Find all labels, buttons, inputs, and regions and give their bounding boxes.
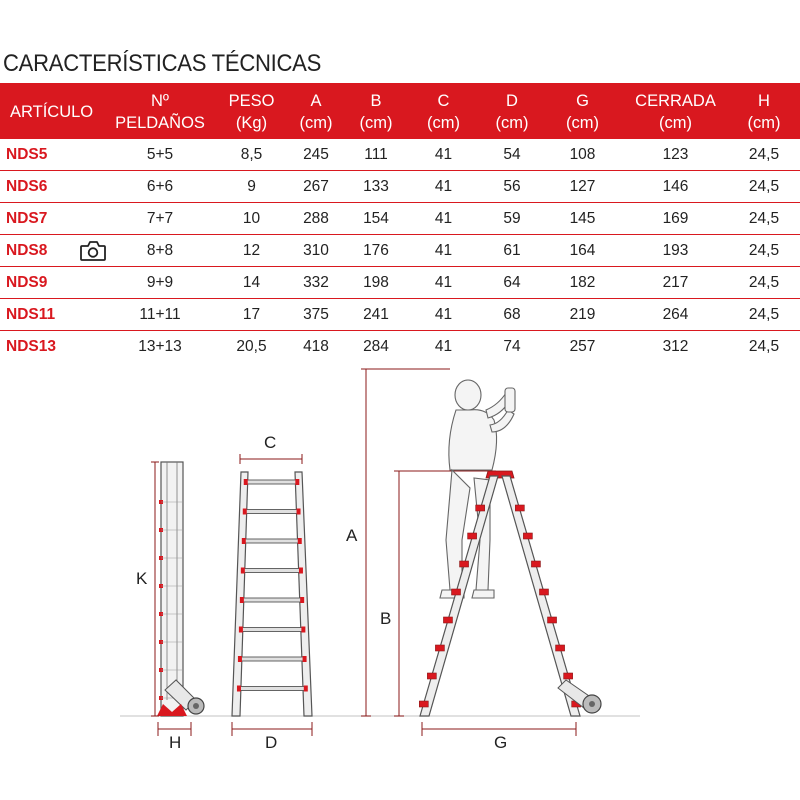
table-cell: 41 xyxy=(405,235,482,267)
table-cell: 264 xyxy=(623,299,728,331)
table-cell: 182 xyxy=(542,267,623,299)
rung-cap xyxy=(427,673,436,679)
table-cell: 176 xyxy=(347,235,405,267)
table-cell: 108 xyxy=(542,139,623,171)
table-cell: 41 xyxy=(405,267,482,299)
rung-cap xyxy=(539,589,548,595)
table-cell: 24,5 xyxy=(728,235,800,267)
table-cell: 312 xyxy=(662,337,689,355)
column-header-unit: (cm) xyxy=(747,114,781,132)
table-cell: 288 xyxy=(285,203,347,235)
model-cell: NDS13 xyxy=(6,337,56,355)
table-cell: 24,5 xyxy=(728,267,800,299)
table-cell: 245 xyxy=(285,139,347,171)
table-cell: 217 xyxy=(623,267,728,299)
model-cell: NDS8 xyxy=(0,235,102,267)
column-header-unit: (cm) xyxy=(566,114,599,132)
rung-cap xyxy=(298,538,302,544)
rung-cap xyxy=(523,533,532,539)
rung-cap xyxy=(299,568,303,574)
table-cell: 24,5 xyxy=(728,171,800,203)
column-header-label: H xyxy=(758,92,770,110)
table-cell: 145 xyxy=(542,203,623,235)
table-cell: 9 xyxy=(218,171,285,203)
column-header-label: ARTÍCULO xyxy=(10,103,94,121)
rung-cap xyxy=(564,673,573,679)
table-cell: 41 xyxy=(405,203,482,235)
column-header-label: G xyxy=(576,92,589,110)
rung-cap xyxy=(243,509,247,515)
table-cell: 24,5 xyxy=(728,203,800,235)
person-figure xyxy=(440,380,515,598)
table-cell: 164 xyxy=(542,235,623,267)
rung-cap xyxy=(452,589,461,595)
table-cell: 219 xyxy=(542,299,623,331)
rung-cap xyxy=(239,627,243,633)
dimension-label-c: C xyxy=(264,433,277,452)
table-cell: 64 xyxy=(482,267,542,299)
table-cell: 41 xyxy=(405,139,482,171)
table-cell: 8+8 xyxy=(102,235,218,267)
table-cell: 193 xyxy=(623,235,728,267)
table-cell: 11+11 xyxy=(102,299,218,331)
table-cell: 9+9 xyxy=(102,267,218,299)
rung-cap xyxy=(295,479,299,485)
rung-cap xyxy=(240,597,244,603)
rung-cap xyxy=(435,645,444,651)
table-cell: 267 xyxy=(285,171,347,203)
rung-cap xyxy=(244,479,248,485)
table-cell: 6+6 xyxy=(102,171,218,203)
table-cell: 123 xyxy=(623,139,728,171)
model-cell: NDS6 xyxy=(0,171,102,203)
table-cell: 10 xyxy=(218,203,285,235)
column-header-label: D xyxy=(506,92,518,110)
rung-cap xyxy=(297,509,301,515)
open-ladder-view xyxy=(361,369,601,736)
rung-cap xyxy=(304,686,308,692)
dimension-label-k: K xyxy=(136,569,148,588)
table-cell: 41 xyxy=(405,299,482,331)
dimension-label-h: H xyxy=(169,733,182,752)
model-cell: NDS5 xyxy=(0,139,102,171)
folded-ladder-view xyxy=(151,462,204,736)
column-header-label: PESO xyxy=(228,92,275,110)
rung xyxy=(244,510,300,514)
rung xyxy=(245,480,299,484)
column-header-label: Nº xyxy=(151,92,169,110)
table-cell: 41 xyxy=(434,337,453,355)
dimension-label-d: D xyxy=(265,733,278,752)
rung-cap xyxy=(238,656,242,662)
column-header-unit: (cm) xyxy=(495,114,529,132)
table-cell: 20,5 xyxy=(236,337,267,355)
rung xyxy=(238,687,307,691)
table-cell: 332 xyxy=(285,267,347,299)
rung-cap xyxy=(237,686,241,692)
table-cell: 127 xyxy=(542,171,623,203)
rung-cap xyxy=(241,568,245,574)
table-cell: 41 xyxy=(405,171,482,203)
model-cell: NDS7 xyxy=(0,203,102,235)
table-cell: 8,5 xyxy=(218,139,285,171)
table-cell: 169 xyxy=(623,203,728,235)
dimension-label-g: G xyxy=(494,733,508,752)
rung-cap xyxy=(515,505,524,511)
rung-cap xyxy=(301,627,305,633)
rung xyxy=(242,569,302,573)
dimension-label-b: B xyxy=(380,609,392,628)
column-header-unit: (Kg) xyxy=(235,114,268,132)
table-cell: 24,5 xyxy=(728,299,800,331)
table-cell: 198 xyxy=(347,267,405,299)
table-cell: 68 xyxy=(482,299,542,331)
table-cell: 111 xyxy=(347,139,405,171)
table-cell: 74 xyxy=(503,337,521,355)
table-cell: 59 xyxy=(482,203,542,235)
rung-cap xyxy=(242,538,246,544)
rung-cap xyxy=(303,656,307,662)
column-header-unit: (cm) xyxy=(299,114,333,132)
rung xyxy=(240,628,304,632)
table-cell: 375 xyxy=(285,299,347,331)
rung-cap xyxy=(443,617,452,623)
page-title: CARACTERÍSTICAS TÉCNICAS xyxy=(3,50,322,77)
table-cell: 7+7 xyxy=(102,203,218,235)
rung xyxy=(243,539,301,543)
column-header-label: CERRADA xyxy=(635,92,716,110)
column-header-label: C xyxy=(437,92,450,110)
column-header-label: A xyxy=(310,92,322,110)
table-cell: 13+13 xyxy=(138,337,182,355)
column-header-unit: (cm) xyxy=(427,114,460,132)
table-cell: 257 xyxy=(569,337,596,355)
table-cell: 24,5 xyxy=(748,337,780,355)
table-cell: 54 xyxy=(482,139,542,171)
rung-cap xyxy=(468,533,477,539)
table-cell: 418 xyxy=(303,337,329,355)
model-cell: NDS11 xyxy=(0,299,102,331)
column-header-unit: (cm) xyxy=(359,114,393,132)
front-ladder-view xyxy=(232,454,312,736)
table-cell: 154 xyxy=(347,203,405,235)
model-cell: NDS9 xyxy=(0,267,102,299)
rung-cap xyxy=(531,561,540,567)
column-header-label: B xyxy=(370,92,382,110)
column-header-unit: (cm) xyxy=(659,114,692,132)
table-cell: 5+5 xyxy=(102,139,218,171)
rung-cap xyxy=(476,505,485,511)
table-cell: 133 xyxy=(347,171,405,203)
rung-cap xyxy=(548,617,557,623)
dimension-label-a: A xyxy=(346,526,358,545)
rung xyxy=(239,657,306,661)
table-cell: 61 xyxy=(482,235,542,267)
table-cell: 12 xyxy=(218,235,285,267)
table-cell: 310 xyxy=(285,235,347,267)
rung xyxy=(241,598,303,602)
rung-cap xyxy=(460,561,469,567)
table-cell: 241 xyxy=(347,299,405,331)
rung-cap xyxy=(556,645,565,651)
table-cell: 284 xyxy=(363,337,389,355)
table-cell: 146 xyxy=(623,171,728,203)
table-cell: 17 xyxy=(218,299,285,331)
column-header-unit: PELDAÑOS xyxy=(115,114,205,132)
table-cell: 56 xyxy=(482,171,542,203)
rung-cap xyxy=(419,701,428,707)
table-cell: 24,5 xyxy=(728,139,800,171)
table-cell: 14 xyxy=(218,267,285,299)
rung-cap xyxy=(300,597,304,603)
